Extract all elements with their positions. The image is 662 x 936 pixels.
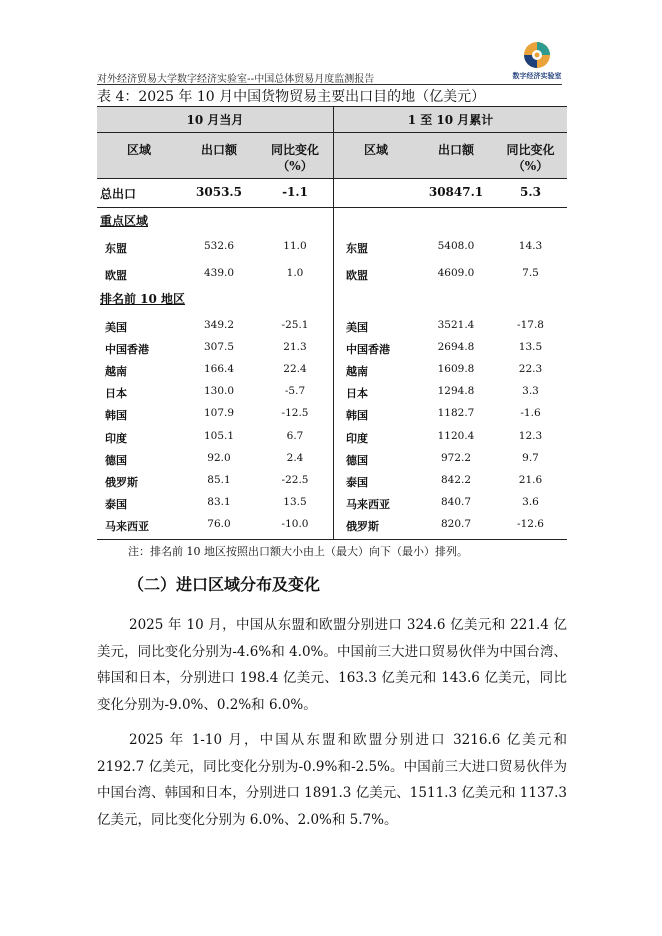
row-region-name: 中国香港 (346, 343, 390, 357)
row-yoy-value: 14.3 (518, 240, 543, 252)
row-region-name: 韩国 (105, 409, 127, 423)
row-yoy-value: -10.0 (281, 517, 309, 530)
row-region-name: 泰国 (346, 475, 368, 489)
row-yoy-value: 13.5 (518, 341, 543, 354)
row-yoy-value: 6.7 (286, 429, 304, 442)
row-export-value: 820.7 (440, 517, 472, 530)
table-bottom-rule (97, 539, 567, 540)
row-export-value: 3521.4 (437, 319, 475, 331)
row-yoy-value: -1.6 (520, 407, 541, 420)
row-yoy-value: 2.4 (286, 451, 304, 464)
total-cum-value: 30847.1 (428, 185, 484, 199)
logo-label: 数字经济实验室 (512, 72, 562, 80)
row-yoy-value: 13.5 (283, 495, 307, 508)
row-region-name: 德国 (346, 453, 368, 467)
row-yoy-value: 22.3 (518, 363, 543, 376)
row-export-value: 76.0 (207, 517, 231, 530)
row-region-name: 马来西亚 (105, 519, 149, 533)
row-region-name: 美国 (105, 321, 127, 334)
row-region-name: 日本 (105, 387, 127, 401)
row-export-value: 1294.8 (437, 385, 475, 398)
row-yoy-value: -12.5 (281, 407, 309, 420)
table-top-rule (97, 106, 567, 107)
table-header-rule (97, 178, 567, 179)
col-header-export: 出口额 (200, 143, 237, 157)
col-header-region: 区域 (363, 143, 388, 157)
row-export-value: 83.1 (207, 495, 231, 508)
row-export-value: 92.0 (207, 451, 231, 464)
report-header-text: 对外经济贸易大学数字经济实验室--中国总体贸易月度监测报告 (97, 74, 375, 85)
row-region-name: 马来西亚 (346, 497, 390, 511)
row-export-value: 85.1 (207, 473, 231, 486)
row-yoy-value: 21.3 (283, 341, 307, 354)
row-region-name: 俄罗斯 (105, 475, 138, 489)
row-region-name: 越南 (346, 365, 368, 379)
row-region-name: 印度 (105, 431, 127, 445)
row-export-value: 1182.7 (437, 407, 475, 420)
row-yoy-value: 11.0 (283, 240, 307, 252)
table-title: 表 4：2025 年 10 月中国货物贸易主要出口目的地（亿美元） (97, 89, 486, 105)
table-group-rule (97, 132, 567, 133)
total-month-yoy: -1.1 (282, 185, 308, 199)
table-total-rule (97, 207, 567, 208)
section-top10: 排名前 10 地区 (100, 292, 186, 306)
row-yoy-value: -25.1 (281, 319, 309, 331)
row-region-name: 俄罗斯 (346, 519, 379, 533)
row-yoy-value: 12.3 (518, 429, 543, 442)
row-region-name: 德国 (105, 453, 127, 467)
row-yoy-value: -17.8 (517, 319, 544, 331)
row-export-value: 842.2 (440, 473, 472, 486)
group-header-month: 10 月当月 (186, 113, 244, 127)
row-yoy-value: -5.7 (284, 385, 306, 398)
col-header-yoy (257, 142, 333, 174)
row-export-value: 439.0 (203, 267, 235, 279)
row-export-value: 2694.8 (437, 341, 475, 354)
col-header-export: 出口额 (437, 143, 474, 157)
row-region-name: 印度 (346, 431, 368, 445)
row-export-value: 972.2 (440, 451, 472, 464)
row-region-name: 日本 (346, 387, 368, 401)
paragraph-jan-oct (97, 727, 567, 833)
row-export-value: 166.4 (203, 363, 235, 376)
row-yoy-value: 1.0 (286, 267, 304, 279)
col-header-yoy-line1: 同比变化 (506, 143, 555, 157)
row-export-value: 130.0 (203, 385, 235, 398)
paragraph-text: 2025 年 10 月，中国从东盟和欧盟分别进口 324.6 亿美元和 221.4 亿美元，同比变化分别为-4.6%和 4.0%。中国前三大进口贸易伙伴为中国台湾、韩国和日本，分别进口 198.4 亿美元、163.3 亿美元和 143.6 亿美元，同比变化分别为-9.0%、0.2%和 6.0%。 (97, 617, 567, 713)
row-export-value: 1120.4 (437, 429, 475, 442)
row-yoy-value: 9.7 (522, 451, 539, 464)
row-yoy-value: -22.5 (281, 473, 309, 486)
row-export-value: 4609.0 (437, 267, 475, 279)
row-region-name: 欧盟 (346, 269, 368, 282)
table-center-divider (333, 106, 334, 540)
row-region-name: 泰国 (105, 497, 127, 511)
col-header-yoy (494, 142, 567, 174)
row-yoy-value: 3.3 (522, 385, 539, 398)
row-region-name: 越南 (105, 365, 127, 379)
row-export-value: 107.9 (203, 407, 235, 420)
total-label: 总出口 (100, 187, 137, 201)
row-export-value: 840.7 (440, 495, 472, 508)
paragraph-october (97, 612, 567, 718)
group-header-cumulative: 1 至 10 月累计 (407, 113, 494, 127)
col-header-region: 区域 (126, 143, 151, 157)
row-region-name: 中国香港 (105, 343, 149, 357)
row-export-value: 307.5 (203, 341, 235, 354)
row-region-name: 东盟 (346, 242, 368, 255)
row-export-value: 532.6 (203, 240, 235, 252)
total-cum-yoy: 5.3 (520, 185, 541, 199)
row-region-name: 欧盟 (105, 269, 127, 282)
row-region-name: 韩国 (346, 409, 368, 423)
row-region-name: 东盟 (105, 242, 127, 255)
row-yoy-value: 7.5 (522, 267, 539, 279)
row-export-value: 349.2 (203, 319, 235, 331)
section-key-regions: 重点区域 (100, 214, 149, 228)
col-header-yoy-line2: （%） (277, 159, 313, 173)
row-yoy-value: 22.4 (283, 363, 307, 376)
lab-logo (507, 40, 567, 84)
export-destination-table (97, 106, 567, 540)
table-note: 注：排名前 10 地区按照出口额大小由上（最大）向下（最小）排列。 (128, 545, 468, 558)
row-yoy-value: -12.6 (517, 517, 544, 530)
row-yoy-value: 3.6 (522, 495, 539, 508)
row-yoy-value: 21.6 (518, 473, 543, 486)
row-export-value: 1609.8 (437, 363, 475, 376)
row-export-value: 105.1 (203, 429, 235, 442)
globe-icon (521, 40, 553, 70)
col-header-yoy-line2: （%） (512, 159, 549, 173)
section-heading: （二）进口区域分布及变化 (128, 575, 321, 594)
col-header-yoy-line1: 同比变化 (270, 143, 319, 157)
total-month-value: 3053.5 (196, 185, 242, 199)
row-region-name: 美国 (346, 321, 368, 334)
paragraph-text: 2025 年 1-10 月，中国从东盟和欧盟分别进口 3216.6 亿美元和 2192.7 亿美元，同比变化分别为-0.9%和-2.5%。中国前三大进口贸易伙伴为中国台湾、韩国和日本，分别进口 1891.3 亿美元、1511.3 亿美元和 1137.3 亿美元，同比变化分别为 6.0%、2.0%和 5.7%。 (97, 732, 567, 828)
header-divider (97, 84, 562, 85)
row-export-value: 5408.0 (437, 240, 475, 252)
